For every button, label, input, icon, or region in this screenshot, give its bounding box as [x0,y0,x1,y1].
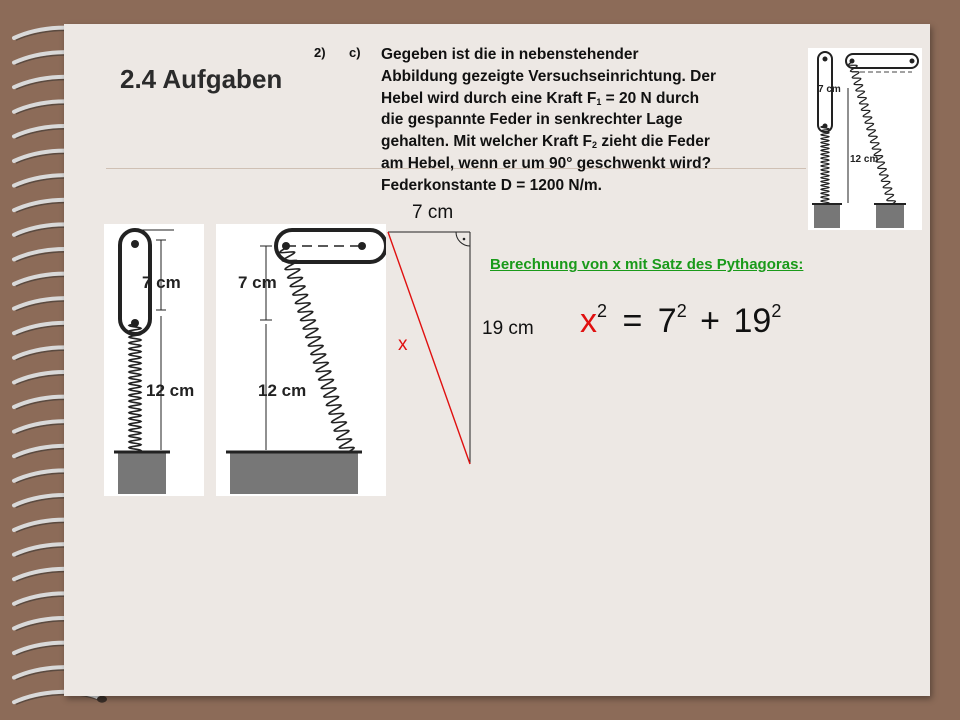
calculation-heading: Berechnung von x mit Satz des Pythagoras: [490,256,804,273]
lever-length-label: 7 cm [142,273,181,292]
task-line: Abbildung gezeigte Versuchseinrichtung. Der [381,67,717,85]
task-line: gehalten. Mit welcher Kraft $F_2$ zieht die Feder [381,133,710,151]
task-text [381,44,793,197]
task-line: die gespannte Feder in senkrechter Lage [381,111,683,129]
slide-title: 2.4 Aufgaben [120,64,283,94]
figure-vertical-lever [104,224,204,496]
lever-length-label: 7 cm [238,273,277,292]
triangle-top-label: 7 cm [412,202,454,223]
triangle-hyp-label: x [398,334,408,355]
spring-length-label: 12 cm [258,381,307,400]
task-letter: c) [349,45,361,60]
small-figure [808,48,922,230]
lever-length-label: 7 cm [818,84,841,95]
spring-length-label: 12 cm [850,154,879,165]
task-line: Hebel wird durch eine Kraft $F_1 = 20$ N durch [381,89,700,107]
task-number: 2) [314,45,326,60]
spiral-hole [97,696,107,703]
pythagoras-equation: $x^2 = 7^2 + 19^2$ [580,301,782,340]
task-line: am Hebel, wenn er um 90° geschwenkt wird? [381,154,712,172]
figure-rotated-lever [216,224,386,496]
task-line: Federkonstante D = 1200 N/m. [381,176,602,194]
spring-length-label: 12 cm [146,381,195,400]
task-line: Gegeben ist die in nebenstehender [381,46,639,63]
triangle-side-label: 19 cm [482,318,534,339]
